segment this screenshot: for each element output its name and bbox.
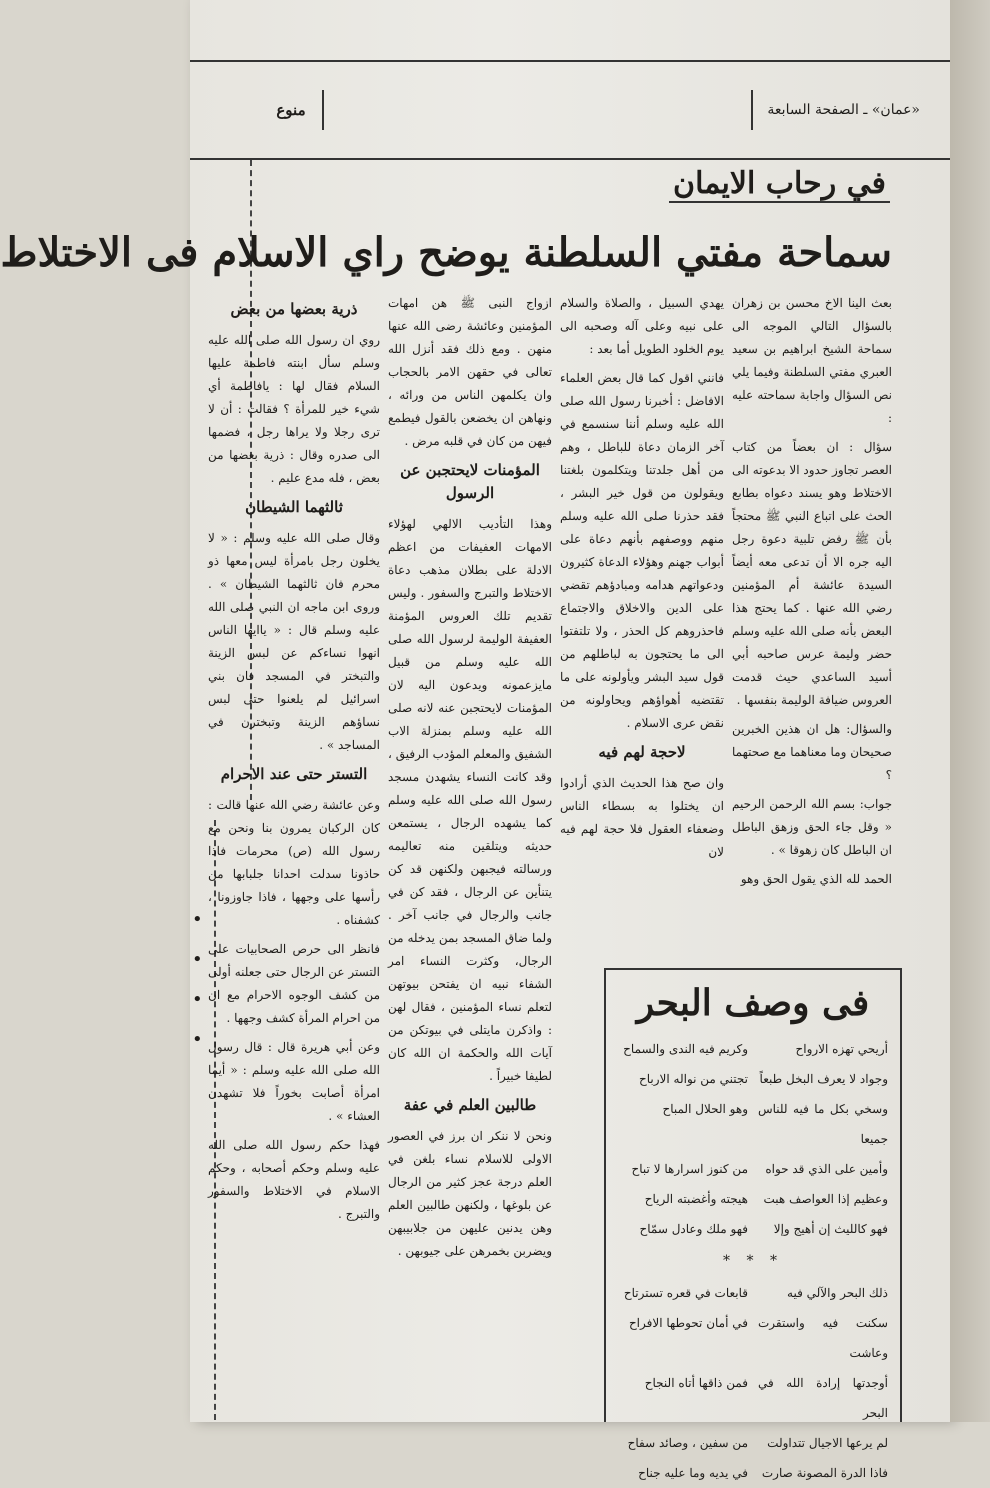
headline: سماحة مفتي السلطنة يوضح راي الاسلام فى الاختلاط bbox=[0, 229, 892, 276]
verse-first-hemistich: أوجدتها إرادة الله في البحر bbox=[758, 1376, 888, 1420]
paragraph: فانني اقول كما قال بعض العلماء الافاضل : أخبرنا رسول الله صلى الله عليه وسلم أننا سنسمع في آخر الزمان دعاة للباطل ، وهم من أهل جلدتنا ويتكلمون بلغتنا ويقولون من قول خير البشر ، فقد حذرنا صلى الله عليه وسلم منهم ووصفهم بأنهم دعاة على أبواب جهنم وهؤلاء الدعاة كثيرون ودعواتهم هدامه ومبادؤهم تقضي على الدين والاخلاق والاجتماع فاحذروهم كل الحذر ، ولا تلتفتوا الى ما يحتجون به لباطلهم من قول سيد البشر ويأولونه على ما تقتضيه أهواؤهم ويحاولونه من نقض عرى الاسلام . bbox=[560, 371, 724, 730]
verse-first-hemistich: أريحي تهزه الارواح bbox=[795, 1042, 888, 1056]
verse-second-hemistich: تجتني من نواله الارباح bbox=[638, 1072, 748, 1086]
paragraph: يهدي السبيل ، والصلاة والسلام على نبيه وعلى آله وصحبه الى يوم الخلود الطويل أما بعد : bbox=[560, 296, 724, 356]
verse-first-hemistich: وسخي بكل ما فيه للناس جميعا bbox=[758, 1102, 888, 1146]
subheading: المؤمنات لايحتجبن عن الرسول bbox=[400, 461, 540, 502]
poem-verse bbox=[618, 1458, 888, 1488]
paragraph: فهذا حكم رسول الله صلى الله عليه وسلم وحكم أصحابه ، وحكم الاسلام في الاختلاط والسفور والتبرج . bbox=[208, 1138, 380, 1221]
subheading: طالبين العلم في عفة bbox=[403, 1096, 537, 1114]
verse-second-hemistich: قابعات في قعره تسترتاح bbox=[623, 1286, 748, 1300]
section-title: في رحاب الايمان bbox=[669, 166, 890, 203]
article-column-3 bbox=[388, 292, 552, 1412]
section-label: منوع bbox=[260, 90, 324, 130]
verse-first-hemistich: فاذا الدرة المصونة صارت bbox=[761, 1466, 888, 1480]
verse-second-hemistich: في يديه وما عليه جناح bbox=[638, 1466, 748, 1480]
paragraph: وعن أبي هريرة قال : قال رسول الله صلى الله عليه وسلم : « أيما امرأة أصابت بخوراً فلا تشهدن العشاء » . bbox=[208, 1040, 380, 1123]
poem-verses bbox=[618, 1034, 888, 1488]
verse-first-hemistich: فهو كالليث إن أهيج وإلا bbox=[773, 1222, 888, 1236]
paragraph: وهذا التأديب الالهي لهؤلاء الامهات العفيفات من اعظم الادلة على بطلان مذهب دعاة الاختلاط والتبرج والسفور . وليس تقديم تلك العروس المؤمنة العفيفة الوليمة لرسول الله صلى الله عليه وسلم من قبيل مايزعمونه ويدعون اليه لان المؤمنات لايحتجبن عنه لانه صلى الله عليه وسلم بمنزلة الاب الشفيق والمعلم المؤدب الرفيق ، وقد كانت النساء يشهدن مسجد رسول الله صلى الله عليه وسلم كما يشهده الرجال ، يستمعن حديثه ويتلقين منه تعاليمه ورسالته فيجبهن ولكنهن قد كن يتنأين عن الرجال ، فقد كن في جانب والرجال في جانب آخر . ولما ضاق المسجد بمن يدخله من الرجال، وكثرت النساء امر الشفاء نبيه ان يفتحن بيوتهن لتعلم نساء المؤمنين ، فقال لهن : واذكرن مايتلى في بيوتكن من آيات الله والحكمة ان الله كان لطيفا خبيراً . bbox=[388, 517, 552, 1083]
poem-verse bbox=[618, 1034, 888, 1064]
page-edge bbox=[950, 0, 990, 1422]
question-text-2: والسؤال: هل ان هذين الخبرين صحيحان وما معناهما مع صحتهما ؟ bbox=[732, 722, 892, 782]
poem-verse bbox=[618, 1308, 888, 1368]
poem-verse bbox=[618, 1064, 888, 1094]
verse-first-hemistich: ذلك البحر والآلي فيه bbox=[787, 1286, 888, 1300]
article-column-1 bbox=[732, 292, 892, 962]
poem-verse bbox=[618, 1278, 888, 1308]
poem-verse bbox=[618, 1428, 888, 1458]
paragraph: فانظر الى حرص الصحابيات على التستر عن الرجال حتى جعلنه أولى من كشف الوجوه الاحرام مع ان من احرام المرأة كشف وجهها . bbox=[208, 942, 380, 1025]
verse-second-hemistich: وكريم فيه الندى والسماح bbox=[623, 1042, 748, 1056]
poem-verse bbox=[618, 1154, 888, 1184]
paragraph: وقال صلى الله عليه وسلم : « لا يخلون رجل بامرأة ليس معها ذو محرم فان ثالثهما الشيطان » . وروى ابن ماجه ان النبي صلى الله عليه وسلم قال : « ياايها الناس انهوا نساءكم عن لبس الزينة والتبختر في المسجد فان بني اسرائيل لم يلعنوا حتى لبس نساؤهم الزينة وتبخترن في المساجد » . bbox=[208, 531, 380, 752]
question-text: سؤال : ان بعضاً من كتاب العصر تجاوز حدود الا بدعوته الى الاختلاط وهو يسند دعواه بطابع الحث على اتباع النبي ﷺ محتجاً بأن ﷺ رفض تلبية دعوة رجل اليه جره الا أن تدعى معه أيضاً السيدة عائشة أم المؤمنين رضي الله عنها . كما يحتج هذا البعض بأنه صلى الله عليه وسلم حضر وليمة عرس صاحبه أبي أسيد الساعدي حيث قدمت العروس ضيافة الوليمة بنفسها . bbox=[731, 440, 892, 707]
verse-second-hemistich: هيجته وأغضبته الرياح bbox=[644, 1192, 748, 1206]
verse-second-hemistich: فهو ملك وعادل سمّاح bbox=[639, 1222, 748, 1236]
poem-verse bbox=[618, 1214, 888, 1244]
subheading: لاحجة لهم فيه bbox=[598, 743, 686, 761]
verse-second-hemistich: من كنوز اسرارها لا تباح bbox=[631, 1162, 748, 1176]
margin-dots: • • • • bbox=[192, 909, 203, 1050]
page-header bbox=[190, 60, 950, 160]
answer-text: جواب: بسم الله الرحمن الرحيم « وقل جاء الحق وزهق الباطل ان الباطل كان زهوقا » . bbox=[732, 797, 892, 857]
verse-first-hemistich: وأمين على الذي قد حواه bbox=[765, 1162, 888, 1176]
poem-verse bbox=[618, 1094, 888, 1154]
poem-verse bbox=[618, 1184, 888, 1214]
verse-first-hemistich: وجواد لا يعرف البخل طبعاً bbox=[759, 1072, 888, 1086]
subheading: ذرية بعضها من بعض bbox=[230, 300, 358, 318]
page-info: «عمان» ـ الصفحة السابعة bbox=[751, 90, 920, 130]
closing-text: الحمد لله الذي يقول الحق وهو bbox=[740, 872, 892, 886]
article-intro: بعث الينا الاخ محسن بن زهران بالسؤال التالي الموجه الى سماحة الشيخ ابراهيم بن سعيد العبري مفتي السلطنة وفيما يلي نص السؤال واجابة سماحته عليه : bbox=[732, 296, 892, 425]
subheading: ثالثهما الشيطان bbox=[245, 498, 343, 516]
paragraph: ونحن لا ننكر ان برز في العصور الاولى للاسلام نساء بلغن في العلم درجة عجز كثير من الرجال عن بلوغها ، ولكنهن طالبين العلم وهن يدنين عليهن من جلابيبهن ويضربن بخمرهن على جيوبهن . bbox=[388, 1129, 552, 1258]
verse-second-hemistich: في أمان تحوطها الافراح bbox=[628, 1316, 748, 1330]
article-column-4 bbox=[208, 292, 380, 1412]
poem-box bbox=[604, 968, 902, 1480]
verse-second-hemistich: وهو الحلال المباح bbox=[662, 1102, 748, 1116]
poem-verse bbox=[618, 1368, 888, 1428]
verse-first-hemistich: وعظيم إذا العواصف هبت bbox=[763, 1192, 888, 1206]
paragraph: ازواج النبى ﷺ هن امهات المؤمنين وعائشة رضى الله عنها منهن . ومع ذلك فقد أنزل الله تعالى في حقهن الامر بالحجاب وان يكلمهن الناس من ورائه ، ونهاهن ان يخضعن بالقول فيطمع فيهن من كان في قلبه مرض . bbox=[388, 296, 552, 448]
verse-first-hemistich: لم يرعها الاجيال تتداولت bbox=[767, 1436, 888, 1450]
paragraph: روي ان رسول الله صلى الله عليه وسلم سأل ابنته فاطمة عليها السلام فقال لها : يافاطمة أي شيء خير للمرأة ؟ فقالت : أن لا ترى رجلا ولا يراها رجل ، فضمها الى صدره وقال : ذرية بعضها من بعض ، فله مدع عليم . bbox=[208, 333, 380, 485]
verse-second-hemistich: فمن ذاقها أتاه النجاح bbox=[644, 1376, 748, 1390]
subheading: التستر حتى عند الاحرام bbox=[220, 765, 368, 783]
paragraph: وان صح هذا الحديث الذي أرادوا ان يختلوا به بسطاء الناس وضعفاء العقول فلا حجة لهم فيه لان bbox=[560, 776, 724, 859]
stanza-separator: * * * bbox=[723, 1253, 783, 1269]
verse-first-hemistich: سكنت فيه واستقرت وعاشت bbox=[758, 1316, 888, 1360]
verse-second-hemistich: من سفين ، وصائد سفاح bbox=[627, 1436, 748, 1450]
paragraph: وعن عائشة رضي الله عنها قالت : كان الركبان يمرون بنا ونحن مع رسول الله (ص) محرمات فاذا حاذونا سدلت احدانا جلبابها من رأسها على وجهها ، فاذا جاوزونا ، كشفناه . bbox=[208, 798, 380, 927]
poem-title: فى وصف البحر bbox=[636, 982, 870, 1024]
